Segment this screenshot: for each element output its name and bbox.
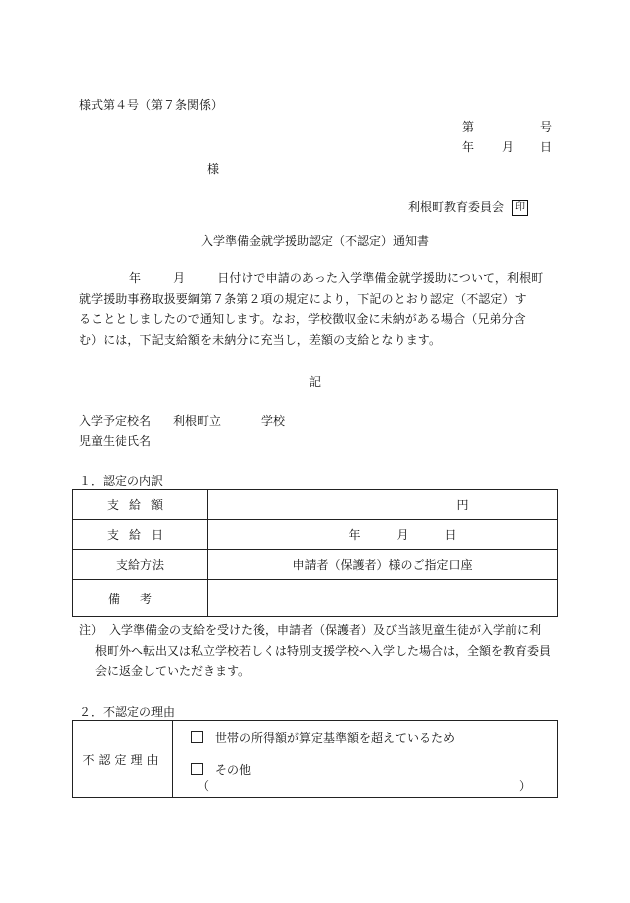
refund-note	[79, 620, 564, 682]
amount-value: 円	[208, 490, 558, 520]
note-line-3: 会に返金していただきます。	[95, 664, 251, 678]
school-town: 利根町立	[173, 414, 222, 428]
option-income-exceeds: 世帯の所得額が算定基準額を超えているため	[191, 729, 455, 746]
document-number-suffix: 号	[540, 120, 553, 134]
other-reason-close-paren: ）	[519, 779, 532, 793]
body-month: 月	[173, 271, 186, 285]
body-line-1	[79, 268, 559, 289]
issuer	[408, 198, 528, 216]
issue-date-year: 年	[462, 140, 475, 154]
option-other: その他	[191, 761, 251, 778]
note-line-1: 注） 入学準備金の支給を受けた後，申請者（保護者）及び当該児童生徒が入学前に利	[79, 623, 542, 637]
rejection-reason-label: 不認定理由	[73, 721, 173, 798]
payment-date-value: 年 月 日	[208, 520, 558, 550]
school-label: 入学予定校名	[79, 414, 152, 428]
table-row	[73, 550, 558, 580]
payment-date-label: 支給日	[73, 520, 208, 550]
form-number: 様式第４号（第７条関係）	[79, 98, 224, 112]
document-number-prefix: 第	[462, 120, 475, 134]
body-line-2: 就学援助事務取扱要綱第７条第２項の規定により，下記のとおり認定（不認定）す	[79, 291, 527, 306]
other-reason-open-paren: （	[197, 779, 210, 793]
rejection-reason-options	[173, 721, 558, 798]
school-suffix: 学校	[261, 414, 286, 428]
checkbox-other[interactable]	[191, 763, 203, 775]
approval-details-table	[72, 489, 558, 617]
rejection-reason-table	[72, 720, 558, 798]
ki-heading: 記	[308, 375, 321, 389]
remarks-label: 備考	[73, 580, 208, 617]
body-paragraph	[79, 268, 559, 350]
section-1-heading: １．認定の内訳	[79, 474, 164, 488]
section-2-heading: ２．不認定の理由	[79, 705, 176, 719]
issue-date-month: 月	[502, 140, 515, 154]
checkbox-income-exceeds[interactable]	[191, 731, 203, 743]
seal-box: 印	[512, 200, 528, 216]
amount-label: 支給額	[73, 490, 208, 520]
table-row	[73, 721, 558, 798]
table-row	[73, 580, 558, 617]
body-line-1-text: 日付けで申請のあった入学準備金就学援助について，利根町	[217, 271, 544, 285]
student-name-label: 児童生徒氏名	[79, 434, 152, 448]
issuer-name: 利根町教育委員会	[408, 200, 505, 214]
body-line-4: む）には，下記支給額を未納分に充当し，差額の支給となります。	[79, 332, 442, 347]
note-line-2: 根町外へ転出又は私立学校若しくは特別支援学校へ入学した場合は，全額を教育委員	[95, 643, 552, 658]
table-row	[73, 520, 558, 550]
issue-date-day: 日	[540, 140, 553, 154]
payment-method-label: 支給方法	[73, 550, 208, 580]
table-row	[73, 490, 558, 520]
school-row	[79, 412, 285, 429]
body-line-3: ることとしましたので通知します。なお，学校徴収金に未納がある場合（兄弟分含	[79, 312, 526, 327]
remarks-value	[208, 580, 558, 617]
document-title: 入学準備金就学援助認定（不認定）通知書	[200, 234, 429, 248]
addressee: 様	[207, 162, 220, 176]
payment-method-value: 申請者（保護者）様のご指定口座	[208, 550, 558, 580]
body-year: 年	[129, 271, 142, 285]
